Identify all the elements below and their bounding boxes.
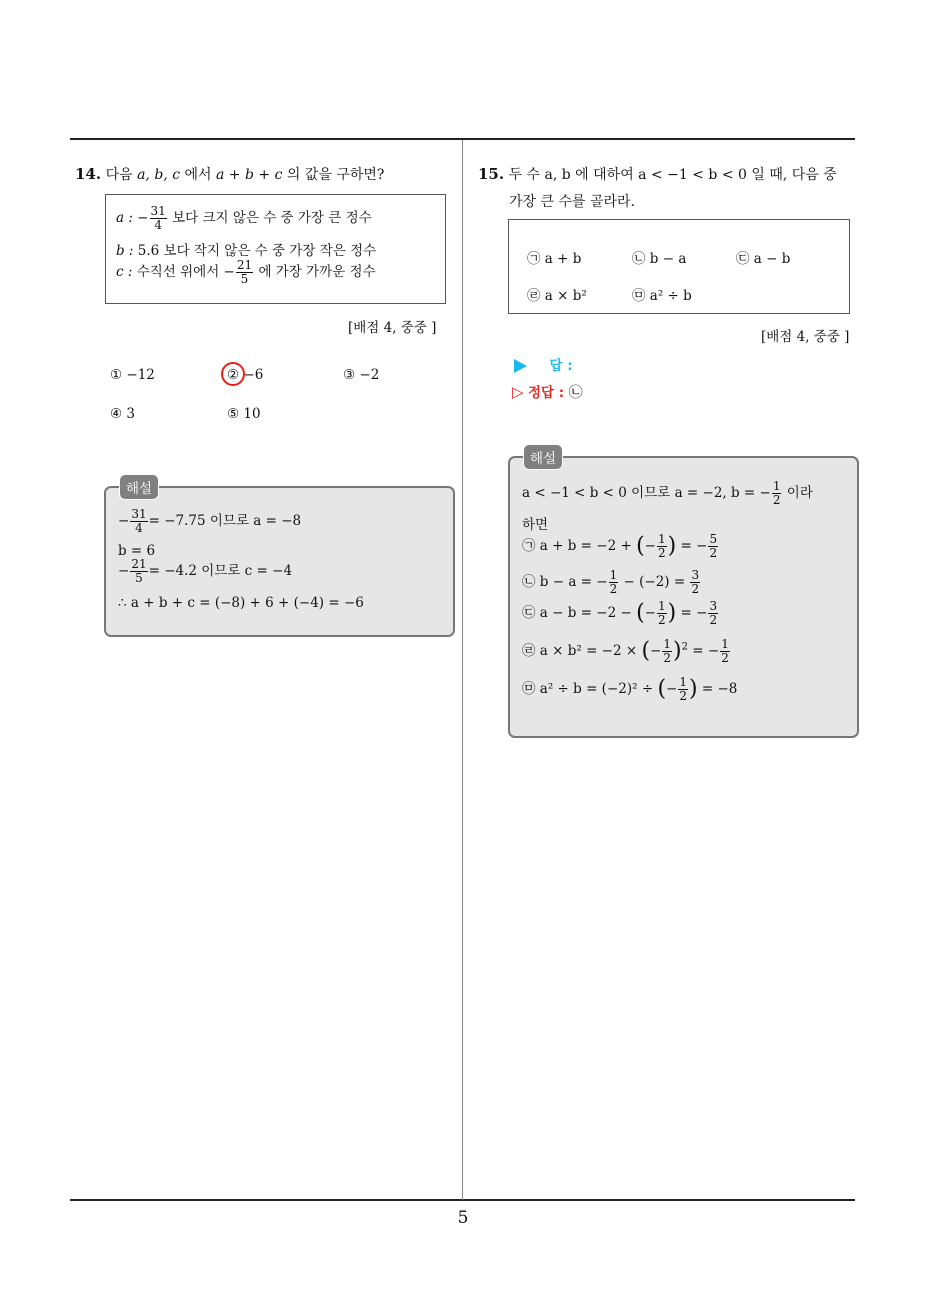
q15-choice-2[interactable]: ㉡ b − a (632, 251, 687, 267)
q14-sol-frac-1 (130, 508, 147, 535)
q15-half-num: 1 (772, 479, 781, 493)
q15-sol-frac-1 (772, 480, 782, 507)
q15-sol-7a: ㉤ a² ÷ b = (−2)² ÷ (522, 681, 654, 697)
q14-meta: [배점 4, 중중 ] (348, 320, 437, 336)
q15-number: 15. (478, 165, 505, 183)
q15-s6-den: 2 (663, 651, 672, 665)
cond-c-frac (236, 259, 253, 286)
q15-s3-rnum: 5 (709, 532, 718, 546)
q15-choice-box (508, 219, 850, 314)
q15-correct-value: ㉡ (568, 385, 583, 401)
q15-choice-3[interactable]: ㉢ a − b (736, 251, 791, 267)
q15-text-line1: 두 수 a, b 에 대하여 a < −1 < b < 0 일 때, 다음 중 (508, 167, 837, 183)
q14-expr: a + b + c (216, 167, 283, 183)
q14-option-2[interactable]: ② −6 (227, 367, 264, 383)
q14-sol-line-3: − $\frac{21}{5}$ = −4.2 이므로 c = −4 (118, 557, 293, 585)
cond-a-label: a : (116, 210, 133, 226)
q15-sol-3a: ㉠ a + b = −2 + (522, 538, 632, 554)
q15-sol-1a: a < −1 < b < 0 이므로 a = −2, b = − (522, 485, 771, 501)
q14-question (75, 164, 384, 184)
q15-sol-line-3: ㉠ a + b = −2 + (− $\frac{1}{2}$ ) = − $\frac{5}{2}$ (522, 532, 718, 560)
q15-choice-5[interactable]: ㉤ a² ÷ b (632, 288, 692, 304)
q15-s4-num: 1 (609, 568, 618, 582)
q15-s6-rden: 2 (721, 651, 729, 665)
q14-option-4[interactable]: ④ 3 (110, 406, 135, 422)
page-number: 5 (457, 1208, 469, 1228)
q14-sol-frac-3 (130, 558, 147, 585)
q15-correct-row (512, 381, 583, 402)
q14-solution-box (104, 486, 455, 637)
q14-cond-a: a : − $\frac{31}{4}$ 보다 크지 않은 수 중 가장 큰 정수 (116, 204, 372, 232)
q15-half-den: 2 (772, 493, 781, 507)
cond-b-label: b : (116, 243, 134, 259)
q15-sol-line-5: ㉢ a − b = −2 − (− $\frac{1}{2}$ ) = − $\frac{3}{2}$ (522, 599, 718, 627)
cond-a-text: 보다 크지 않은 수 중 가장 큰 정수 (172, 210, 372, 226)
q14-option-3[interactable]: ③ −2 (343, 367, 380, 383)
q15-text-line2: 가장 큰 수를 골라라. (509, 194, 635, 210)
q14-sol-num-1: 31 (131, 507, 147, 521)
q15-sol-6a: ㉣ a × b² = −2 × (522, 643, 638, 659)
q15-sol-5a: ㉢ a − b = −2 − (522, 605, 632, 621)
q15-choice-1[interactable]: ㉠ a + b (527, 251, 582, 267)
cond-c-text-2: 에 가장 가까운 정수 (258, 264, 376, 280)
q15-s5-den: 2 (657, 613, 666, 627)
q15-s5-rden: 2 (709, 613, 718, 627)
q14-vars: a, b, c (137, 167, 181, 183)
q15-s4-den: 2 (609, 582, 618, 596)
q14-sol-line-2: b = 6 (118, 543, 156, 559)
q14-sol-line-1: − $\frac{31}{4}$ = −7.75 이므로 a = −8 (118, 507, 302, 535)
q15-question (478, 164, 837, 184)
column-divider (462, 140, 463, 1200)
cond-a-den: 4 (154, 218, 162, 232)
q15-sol-line-4 (522, 569, 701, 596)
cond-b-text: 5.6 보다 작지 않은 수 중 가장 작은 정수 (137, 243, 377, 259)
q15-s3-den: 2 (657, 546, 666, 560)
q14-sol-den-1: 4 (135, 521, 143, 535)
q14-sol-line-4: ∴ a + b + c = (−8) + 6 + (−4) = −6 (118, 595, 364, 611)
play-arrow-icon (514, 359, 527, 373)
q14-number: 14. (75, 165, 102, 183)
q15-s7-num: 1 (679, 675, 687, 689)
q15-meta: [배점 4, 중중 ] (761, 329, 850, 345)
q15-s6-num: 1 (663, 637, 672, 651)
q14-cond-c: c : 수직선 위에서 − $\frac{21}{5}$ 에 가장 가까운 정수 (116, 258, 376, 286)
q15-sol-line-7: ㉤ a² ÷ b = (−2)² ÷ (− $\frac{1}{2}$ ) = −8 (522, 675, 738, 703)
q15-s5-eq: = − (680, 605, 708, 621)
q15-solution-box (508, 456, 859, 738)
cond-a-frac (150, 205, 167, 232)
q14-sol-num-3: 21 (131, 557, 147, 571)
q15-s7-den: 2 (679, 689, 687, 703)
q14-cond-b (116, 239, 376, 259)
q15-s4-rnum: 3 (691, 568, 700, 582)
q14-sol-den-3: 5 (135, 571, 143, 585)
q15-s4-rden: 2 (691, 582, 700, 596)
q14-solution-tab: 해설 (119, 474, 159, 500)
q15-sol-line-2: 하면 (522, 517, 549, 533)
q15-choice-4[interactable]: ㉣ a × b² (527, 288, 587, 304)
answer-mark-circle (221, 362, 245, 386)
cond-c-label: c : (116, 264, 133, 280)
cond-c-text-1: 수직선 위에서 (136, 264, 220, 280)
cond-a-num: 31 (150, 204, 166, 218)
q14-text-2: 에서 (184, 167, 212, 183)
q15-solution-tab: 해설 (523, 444, 563, 470)
q15-sol-1b: 이라 (786, 485, 813, 501)
outline-arrow-icon: ▷ (512, 383, 524, 401)
q14-option-1[interactable]: ① −12 (110, 367, 155, 383)
q15-s6-eq: = − (692, 643, 720, 659)
q14-text-1: 다음 (105, 167, 133, 183)
q15-sol-4b: − (−2) = (623, 574, 686, 590)
q15-correct-label: 정답 : (528, 385, 565, 401)
cond-c-den: 5 (240, 272, 249, 286)
q15-answer-label: 답 : (549, 358, 573, 374)
q15-s5-num: 1 (657, 599, 666, 613)
q15-sol-line-1 (522, 480, 813, 507)
q15-s6-exp: 2 (681, 641, 688, 653)
q14-sol-rest-1: = −7.75 이므로 a = −8 (148, 513, 302, 529)
q14-condition-box (105, 194, 446, 304)
q15-answer-row (514, 354, 573, 374)
q14-option-5[interactable]: ⑤ 10 (227, 406, 261, 422)
cond-c-num: 21 (236, 258, 253, 272)
q15-s6-rnum: 1 (721, 637, 729, 651)
q14-sol-rest-3: = −4.2 이므로 c = −4 (148, 563, 293, 579)
q15-s3-num: 1 (657, 532, 666, 546)
q15-s5-rnum: 3 (709, 599, 718, 613)
q15-sol-line-6: ㉣ a × b² = −2 × (− $\frac{1}{2}$ )$^2$ = − $\frac{1}{2}$ (522, 637, 729, 665)
q15-sol-4a: ㉡ b − a = − (522, 574, 608, 590)
q14-text-3: 의 값을 구하면? (286, 167, 385, 183)
q15-s3-rden: 2 (709, 546, 718, 560)
q15-s3-eq: = − (680, 538, 708, 554)
q15-sol-7b: = −8 (701, 681, 738, 697)
